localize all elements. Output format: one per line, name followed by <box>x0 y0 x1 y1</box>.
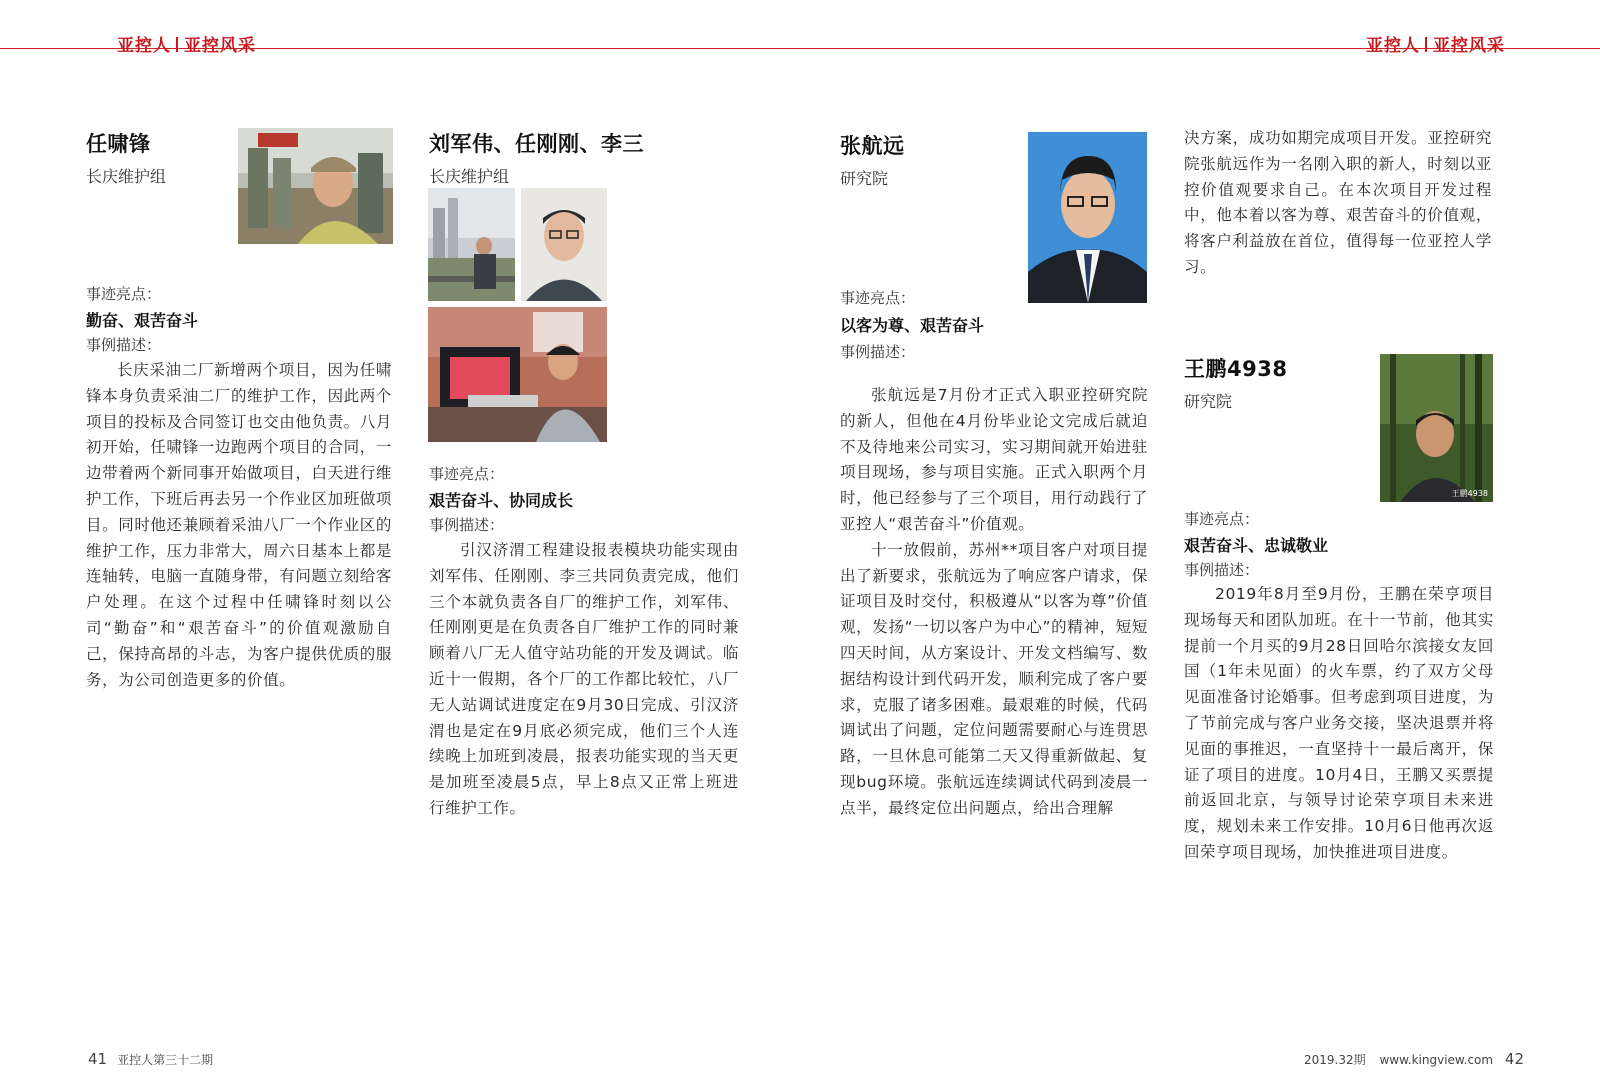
header-section-left: 亚控风采 <box>184 36 256 56</box>
footer-right-site: www.kingview.com <box>1379 1053 1494 1067</box>
profile-4-dept: 研究院 <box>1184 392 1233 411</box>
profile-3-description <box>840 383 1148 822</box>
profile-2-highlight-label: 事迹亮点： <box>429 465 505 483</box>
profile-4-desc-label: 事例描述： <box>1184 561 1260 579</box>
header-divider-right <box>1425 37 1427 52</box>
profile-4-description <box>1184 582 1494 866</box>
profile-2-heading <box>429 128 644 187</box>
header-section-right: 亚控风采 <box>1433 36 1505 56</box>
profile-3-desc-label: 事例描述： <box>840 343 916 361</box>
header-divider-left <box>176 37 178 52</box>
profile-3-paragraph-1: 张航远是7月份才正式入职亚控研究院的新人，但他在4月份毕业论文完成后就迫不及待地来公司实习，实习期间就开始进驻项目现场，参与项目实施。正式入职两个月时，他已经参与了三个项目，用行动践行了亚控人“艰苦奋斗”价值观。 <box>840 386 1148 533</box>
footer-left <box>88 1050 213 1068</box>
profile-3-continuation-text: 决方案，成功如期完成项目开发。亚控研究院张航远作为一名刚入职的新人，时刻以亚控价值观要求自己。在本次项目开发过程中，他本着以客为尊、艰苦奋斗的价值观，将客户利益放在首位，值得每一位亚控人学习。 <box>1184 129 1492 276</box>
profile-2-highlight: 艰苦奋斗、协同成长 <box>429 491 574 510</box>
profile-1-highlight: 勤奋、艰苦奋斗 <box>86 311 199 330</box>
profile-3-heading <box>840 130 905 189</box>
profile-2-desc-label: 事例描述： <box>429 516 505 534</box>
profile-3-paragraph-2: 十一放假前，苏州**项目客户对项目提出了新要求，张航远为了响应客户请求，保证项目及时交付，积极遵从“以客为尊”价值观，发扬“一切以客户为中心”的精神，短短四天时间，从方案设计、开发文档编写、数据结构设计到代码开发，顺利完成了客户要求，克服了诸多困难。最艰难的时候，代码调试出了问题，定位问题需要耐心与连贯思路，一旦休息可能第二天又得重新做起、复现bug环境。张航远连续调试代码到凌晨一点半，最终定位出问题点，给出合理解 <box>840 540 1148 817</box>
profile-3-highlight-label: 事迹亮点： <box>840 289 916 307</box>
profile-2-dept: 长庆维护组 <box>429 167 510 186</box>
footer-right-page-number: 42 <box>1504 1050 1525 1068</box>
footer-right-issue: 2019.32期 <box>1304 1053 1366 1067</box>
profile-4-highlight: 艰苦奋斗、忠诚敬业 <box>1184 536 1329 555</box>
header-brand-right: 亚控人 <box>1366 36 1420 56</box>
profile-1-highlight-label: 事迹亮点： <box>86 285 162 303</box>
profile-4-paragraph-1: 2019年8月至9月份，王鹏在荣亨项目现场每天和团队加班。在十一节前，他其实提前一个月买的9月28日回哈尔滨接女友回国（1年未见面）的火车票，约了双方父母见面准备讨论婚事。但考虑到项目进度，为了节前完成与客户业务交接，坚决退票并将见面的事推迟，一直坚持十一最后离开，保证了项目的进度。10月4日，王鹏又买票提前返回北京，与领导讨论荣亨项目未来进度，规划未来工作安排。10月6日他再次返回荣亨项目现场，加快推进项目进度。 <box>1184 585 1494 861</box>
profile-2-photo-c <box>428 307 607 442</box>
profile-3-name: 张航远 <box>840 134 905 158</box>
profile-1-name: 任啸锋 <box>86 132 151 156</box>
profile-1-paragraph-1: 长庆采油二厂新增两个项目，因为任啸锋本身负责采油二厂的维护工作，因此两个项目的投标及合同签订也交由他负责。八月初开始，任啸锋一边跑两个项目的合同，一边带着两个新同事开始做项目，白天进行维护工作，下班后再去另一个作业区加班做项目。同时他还兼顾着采油八厂一个作业区的维护工作，压力非常大，周六日基本上都是连轴转，电脑一直随身带，有问题立刻给客户处理。在这个过程中任啸锋时刻以公司“勤奋”和“艰苦奋斗”的价值观激励自己，保持高昂的斗志，为客户提供优质的服务，为公司创造更多的价值。 <box>86 361 392 689</box>
profile-1-desc-label: 事例描述： <box>86 336 162 354</box>
profile-4-photo <box>1380 354 1493 502</box>
footer-left-issue: 亚控人第三十二期 <box>117 1053 214 1067</box>
profile-2-description <box>429 538 739 822</box>
header-tab-right <box>1366 31 1505 56</box>
profile-4-photo-caption: 王鹏4938 <box>1451 489 1488 498</box>
profile-3-photo <box>1028 132 1147 303</box>
profile-3-continuation <box>1184 126 1492 281</box>
profile-1-photo <box>238 128 393 244</box>
profile-2-paragraph-1: 引汉济渭工程建设报表模块功能实现由刘军伟、任刚刚、李三共同负责完成，他们三个本就负责各自厂的维护工作，刘军伟、任刚刚更是在负责各自厂维护工作的同时兼顾着八厂无人值守站功能的开发及调试。临近十一假期，各个厂的工作都比较忙，八厂无人站调试进度定在9月30日完成、引汉济渭也是定在9月底必须完成，他们三个人连续晚上加班到凌晨，报表功能实现的当天更是加班至凌晨5点，早上8点又正常上班进行维护工作。 <box>429 541 739 817</box>
footer-right <box>1304 1050 1524 1068</box>
footer-left-page-number: 41 <box>88 1050 108 1068</box>
profile-4-highlight-label: 事迹亮点： <box>1184 510 1260 528</box>
profile-3-dept: 研究院 <box>840 169 889 188</box>
profile-4-heading <box>1184 353 1287 412</box>
profile-2-photo-a <box>428 188 515 301</box>
profile-2-name: 刘军伟、任刚刚、李三 <box>429 132 644 156</box>
profile-1-heading <box>86 128 166 187</box>
profile-1-description <box>86 358 392 693</box>
profile-2-photo-b <box>521 188 607 301</box>
profile-4-name: 王鹏4938 <box>1184 357 1288 381</box>
profile-3-highlight: 以客为尊、艰苦奋斗 <box>840 316 985 335</box>
header-brand-left: 亚控人 <box>117 36 171 56</box>
header-tab-left <box>117 31 256 56</box>
profile-1-dept: 长庆维护组 <box>86 167 167 186</box>
